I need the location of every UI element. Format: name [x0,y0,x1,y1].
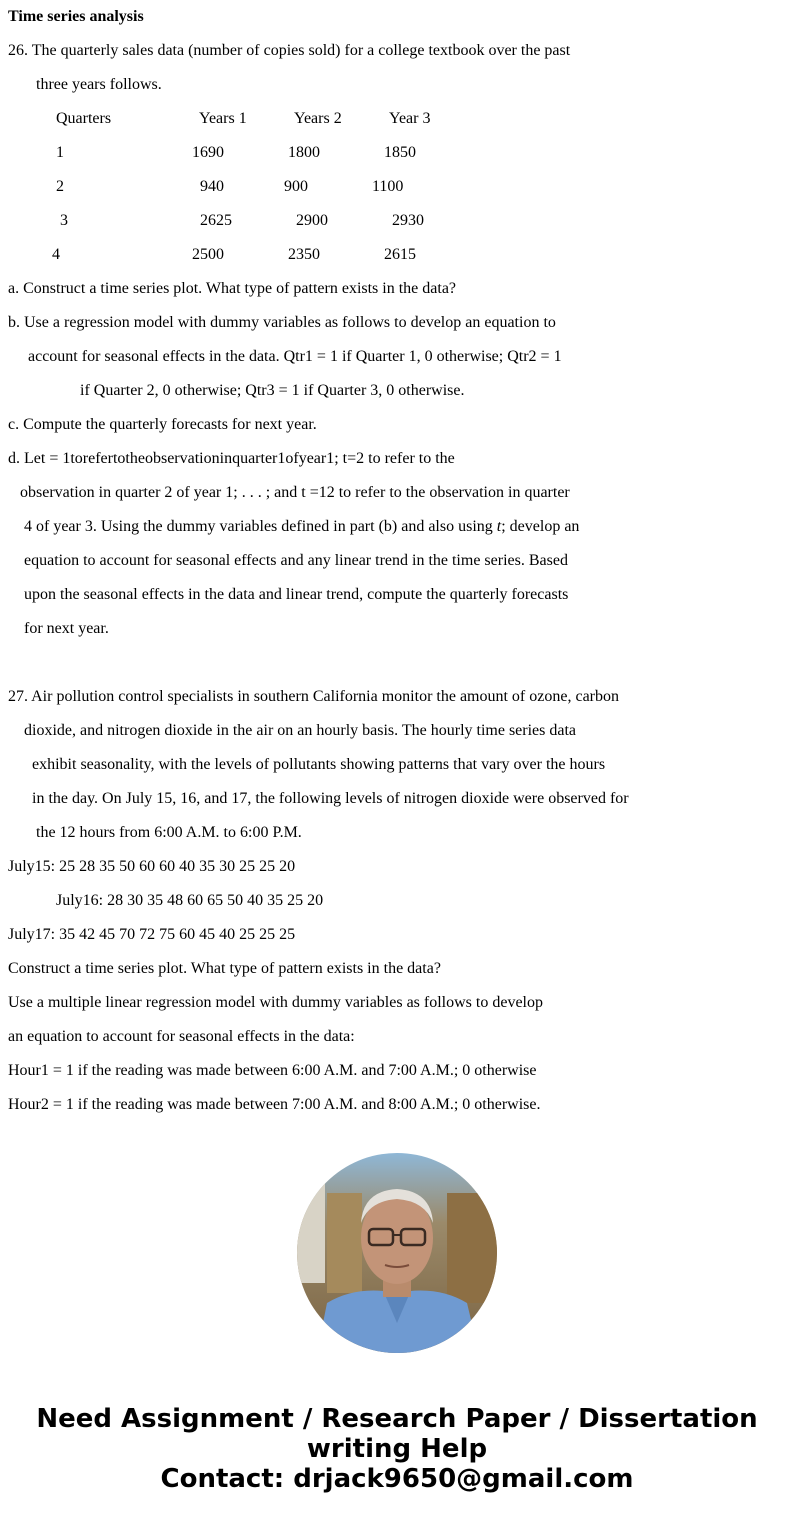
q26-part-d-line-6: for next year. [24,620,109,637]
q27-question-2: Use a multiple linear regression model with dummy variables as follows to develop [8,994,543,1011]
footer-line-2: writing Help [306,1434,488,1464]
q27-question-1: Construct a time series plot. What type of pattern exists in the data? [8,960,441,977]
q26-part-a: a. Construct a time series plot. What type of pattern exists in the data? [8,280,457,297]
table-header-year1: Years 1 [199,110,247,127]
q26-part-c: c. Compute the quarterly forecasts for next year. [8,416,317,433]
footer-contact: Contact: drjack9650@gmail.com [160,1464,634,1494]
table-header-year2: Years 2 [294,110,342,127]
table-cell: 2625 [200,212,232,229]
q27-line-4: in the day. On July 15, 16, and 17, the following levels of nitrogen dioxide were observed for [32,790,629,807]
table-cell: 900 [284,178,308,195]
q27-line-1: 27. Air pollution control specialists in southern California monitor the amount of ozone, carbon [8,688,619,705]
q26-part-d-line-2: observation in quarter 2 of year 1; . . . ; and t =12 to refer to the observation in quarter [20,484,570,501]
table-cell: 2 [56,178,64,195]
table-cell: 2615 [384,246,416,263]
q26-intro-line-2: three years follows. [36,76,162,93]
q26-part-d-line-3 [24,517,579,537]
footer-line-1: Need Assignment / Research Paper / Dissertation [36,1404,758,1434]
q26-part-d-line-3a: 4 of year 3. Using the dummy variables defined in part (b) and also using [24,518,497,535]
july17-data: July17: 35 42 45 70 72 75 60 45 40 25 25 25 [8,926,296,943]
portrait-image [297,1153,497,1353]
table-cell: 1800 [288,144,320,161]
table-cell: 2500 [192,246,224,263]
table-cell: 1850 [384,144,416,161]
table-cell: 2350 [288,246,320,263]
page-title: Time series analysis [8,8,144,25]
q26-part-d-line-5: upon the seasonal effects in the data and linear trend, compute the quarterly forecasts [24,586,569,603]
q26-intro-line-1: 26. The quarterly sales data (number of copies sold) for a college textbook over the past [8,42,571,59]
q26-part-b-line-1: b. Use a regression model with dummy variables as follows to develop an equation to [8,314,556,331]
table-cell: 1100 [372,178,404,195]
table-cell: 940 [200,178,224,195]
table-cell: 2930 [392,212,424,229]
table-cell: 1690 [192,144,224,161]
q26-part-d-line-4: equation to account for seasonal effects and any linear trend in the time series. Based [24,552,568,569]
q27-line-2: dioxide, and nitrogen dioxide in the air on an hourly basis. The hourly time series data [24,722,577,739]
q26-part-b-line-2: account for seasonal effects in the data. Qtr1 = 1 if Quarter 1, 0 otherwise; Qtr2 = 1 [28,348,562,365]
table-cell: 3 [60,212,68,229]
table-header-year3: Year 3 [389,110,431,127]
t-variable: t [496,518,502,535]
july16-data: July16: 28 30 35 48 60 65 50 40 35 25 20 [56,892,324,909]
q26-part-d-line-3b: ; develop an [501,518,580,535]
q27-hour1: Hour1 = 1 if the reading was made between 6:00 A.M. and 7:00 A.M.; 0 otherwise [8,1062,537,1079]
q27-line-3: exhibit seasonality, with the levels of pollutants showing patterns that vary over the hours [32,756,606,773]
q27-line-5: the 12 hours from 6:00 A.M. to 6:00 P.M. [36,824,302,841]
q26-part-d-line-1: d. Let = 1torefertotheobservationinquarter1ofyear1; t=2 to refer to the [8,450,455,467]
july15-data: July15: 25 28 35 50 60 60 40 35 30 25 25 20 [8,858,296,875]
table-cell: 2900 [296,212,328,229]
footer-promo [0,1404,794,1494]
q27-hour2: Hour2 = 1 if the reading was made between 7:00 A.M. and 8:00 A.M.; 0 otherwise. [8,1096,541,1113]
q27-question-3: an equation to account for seasonal effects in the data: [8,1028,355,1045]
avatar [297,1153,497,1353]
table-header-quarters: Quarters [56,110,112,127]
q26-part-b-line-3: if Quarter 2, 0 otherwise; Qtr3 = 1 if Quarter 3, 0 otherwise. [80,382,465,399]
table-cell: 1 [56,144,64,161]
table-cell: 4 [52,246,60,263]
